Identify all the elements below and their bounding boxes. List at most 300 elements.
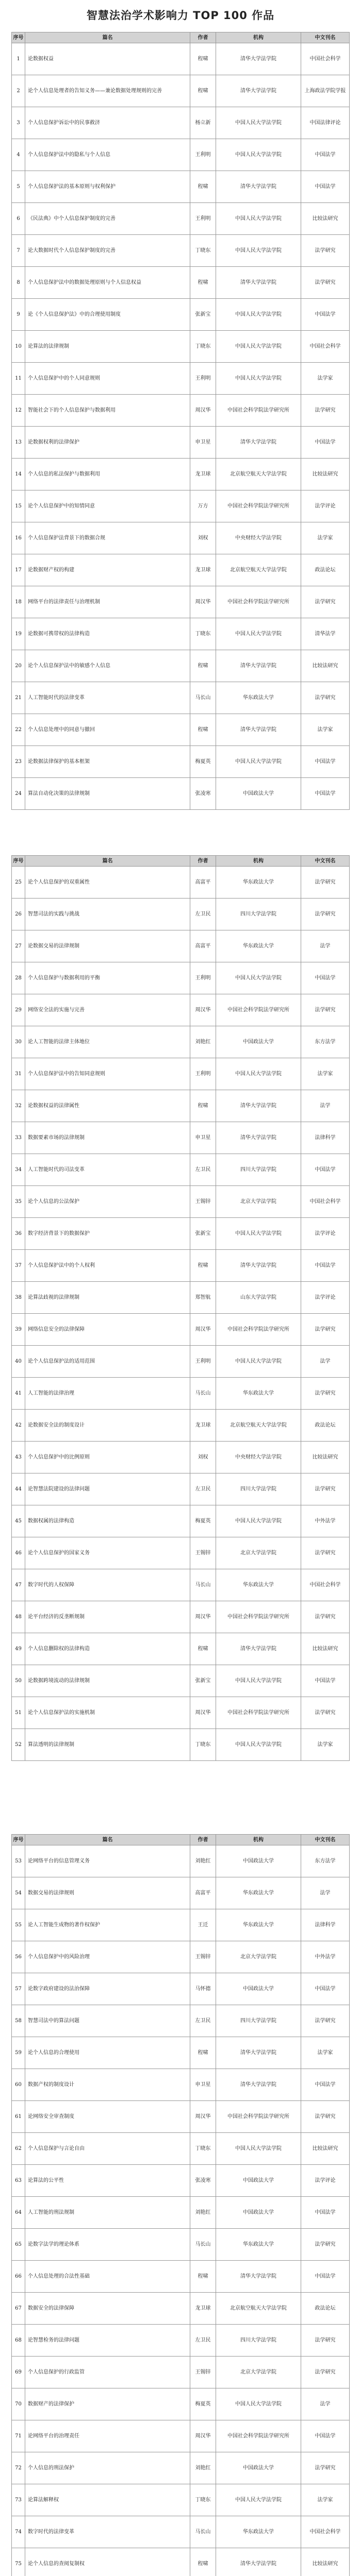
table-row [11,1250,350,1282]
cell-title: 个人信息处理中的同意与撤回 [25,714,190,745]
cell-no: 61 [11,2101,25,2132]
table-row [11,1058,350,1090]
table-row [11,235,350,267]
cell-org: 中国社会科学院法学研究所 [216,395,301,426]
cell-title: 个人信息的刑法保护 [25,2452,190,2484]
cell-no: 48 [11,1601,25,1633]
cell-author: 高富平 [190,867,216,898]
cell-journal: 比较法研究 [301,1633,350,1665]
cell-title: 个人信息保护法背景下的数据合规 [25,522,190,554]
cell-no: 7 [11,235,25,266]
cell-org: 四川大学法学院 [216,1473,301,1505]
cell-org: 清华大学法学院 [216,1090,301,1122]
cell-journal: 法学研究 [301,2101,350,2132]
cell-author: 程啸 [190,1633,216,1665]
cell-journal: 法学 [301,2388,350,2420]
cell-title: 论网络平台的信息管理义务 [25,1845,190,1877]
cell-no: 53 [11,1845,25,1877]
cell-author: 梅夏英 [190,1505,216,1537]
cell-author: 申卫星 [190,427,216,458]
cell-title: 论个人信息保护的双重属性 [25,867,190,898]
cell-journal: 法学研究 [301,1601,350,1633]
cell-author: 程啸 [190,714,216,745]
cell-title: 个人信息保护的行政监管 [25,2357,190,2388]
column-header-title: 篇名 [25,1835,190,1845]
results-table-segment [11,855,350,1761]
cell-org: 清华大学法学院 [216,427,301,458]
cell-title: 论个人信息保护的国家义务 [25,1537,190,1569]
cell-title: 算法透明的法律规制 [25,1729,190,1760]
table-row [11,1601,350,1633]
cell-journal: 清华法学 [301,618,350,650]
cell-no: 3 [11,107,25,139]
cell-author: 刘权 [190,1442,216,1473]
cell-no: 22 [11,714,25,745]
cell-author: 马长山 [190,1569,216,1601]
column-header-org: 机构 [216,1835,301,1845]
cell-org: 清华大学法学院 [216,1122,301,1154]
cell-title: 论个人信息保护法的适用范围 [25,1346,190,1377]
cell-no: 21 [11,682,25,714]
cell-title: 论数据安全法的制度设计 [25,1410,190,1441]
table-row [11,2165,350,2197]
cell-author: 刘艳红 [190,1845,216,1877]
cell-author: 程啸 [190,171,216,202]
cell-title: 论网络安全审查制度 [25,2101,190,2132]
cell-journal: 法学研究 [301,267,350,298]
cell-author: 张凌寒 [190,778,216,809]
cell-no: 26 [11,899,25,930]
cell-title: 个人信息保护法中的个人权利 [25,1250,190,1281]
cell-author: 丁晓东 [190,2133,216,2164]
table-row [11,1973,350,2005]
cell-journal: 中国社会科学 [301,43,350,75]
cell-journal: 中国法学 [301,2420,350,2452]
table-row [11,714,350,746]
cell-org: 清华大学法学院 [216,43,301,75]
table-row [11,2484,350,2516]
cell-no: 70 [11,2388,25,2420]
cell-org: 四川大学法学院 [216,2325,301,2356]
column-header-journal: 中文刊名 [301,1835,350,1845]
cell-no: 60 [11,2069,25,2100]
cell-org: 华东政法大学 [216,682,301,714]
table-row [11,1026,350,1058]
cell-title: 论数据可携带权的法律构造 [25,618,190,650]
cell-journal: 法学研究 [301,1697,350,1728]
cell-org: 中央财经大学法学院 [216,1442,301,1473]
cell-journal: 法学家 [301,2037,350,2069]
cell-no: 17 [11,554,25,586]
cell-org: 中国社会科学院法学研究所 [216,1697,301,1728]
cell-org: 华东政法大学 [216,2229,301,2260]
table-row [11,2388,350,2420]
cell-no: 73 [11,2484,25,2516]
column-header-no: 序号 [11,32,25,43]
cell-org: 清华大学法学院 [216,171,301,202]
cell-author: 龙卫球 [190,554,216,586]
cell-org: 中央财经大学法学院 [216,522,301,554]
cell-org: 中国人民大学法学院 [216,1729,301,1760]
table-header-row [11,1834,350,1845]
cell-journal: 法学研究 [301,395,350,426]
column-header-author: 作者 [190,1835,216,1845]
cell-no: 32 [11,1090,25,1122]
table-row [11,867,350,899]
table-row [11,203,350,235]
table-row [11,1697,350,1729]
cell-author: 张新宝 [190,1218,216,1249]
cell-no: 9 [11,299,25,330]
cell-title: 论个人信息的公法保护 [25,1186,190,1217]
table-row [11,139,350,171]
cell-org: 中国人民大学法学院 [216,746,301,777]
cell-title: 人工智能时代的司法变革 [25,1154,190,1185]
table-row [11,363,350,395]
cell-title: 数据交易的法律规则 [25,1877,190,1909]
cell-no: 42 [11,1410,25,1441]
cell-title: 个人信息保护与数据利用的平衡 [25,962,190,994]
table-row [11,1378,350,1410]
cell-no: 36 [11,1218,25,1249]
table-row [11,1282,350,1314]
cell-journal: 中国法律评论 [301,107,350,139]
column-header-author: 作者 [190,856,216,866]
cell-no: 47 [11,1569,25,1601]
cell-org: 清华大学法学院 [216,650,301,682]
cell-no: 67 [11,2293,25,2324]
cell-author: 丁晓东 [190,2484,216,2516]
cell-title: 论数据法律保护的基本框架 [25,746,190,777]
cell-author: 周汉华 [190,1314,216,1345]
cell-journal: 中外法学 [301,1941,350,1973]
cell-title: 数据要素市场的法律规制 [25,1122,190,1154]
cell-journal: 法学评论 [301,490,350,522]
cell-journal: 比较法研究 [301,2548,350,2576]
cell-author: 申卫星 [190,2069,216,2100]
table-row [11,930,350,962]
cell-org: 清华大学法学院 [216,1633,301,1665]
table-row [11,2357,350,2388]
cell-author: 周汉华 [190,994,216,1026]
cell-no: 43 [11,1442,25,1473]
cell-no: 31 [11,1058,25,1090]
table-row [11,490,350,522]
table-row [11,2325,350,2357]
cell-author: 王利明 [190,1058,216,1090]
table-row [11,1845,350,1877]
cell-no: 14 [11,459,25,490]
cell-author: 程啸 [190,2261,216,2292]
cell-no: 20 [11,650,25,682]
cell-title: 论数据跨境流动的法律规制 [25,1665,190,1697]
cell-journal: 中国法学 [301,2261,350,2292]
cell-journal: 法学研究 [301,235,350,266]
column-header-title: 篇名 [25,32,190,43]
cell-org: 中国政法大学 [216,2452,301,2484]
column-header-author: 作者 [190,32,216,43]
cell-author: 左卫民 [190,1473,216,1505]
cell-journal: 东方法学 [301,1026,350,1058]
table-row [11,1909,350,1941]
cell-no: 13 [11,427,25,458]
cell-title: 数字时代的法律变革 [25,2516,190,2548]
cell-title: 论算法解释权 [25,2484,190,2516]
cell-author: 龙卫球 [190,1410,216,1441]
cell-author: 周汉华 [190,1697,216,1728]
cell-title: 个人信息保护诉讼中的民事救济 [25,107,190,139]
cell-org: 中国人民大学法学院 [216,139,301,171]
cell-org: 中国人民大学法学院 [216,1665,301,1697]
table-row [11,522,350,554]
cell-journal: 法学研究 [301,2452,350,2484]
cell-no: 50 [11,1665,25,1697]
cell-author: 马长山 [190,682,216,714]
table-row [11,2229,350,2261]
table-row [11,618,350,650]
cell-title: 数据安全的法律保障 [25,2293,190,2324]
cell-author: 王利明 [190,203,216,234]
cell-title: 个人信息处理的合法性基础 [25,2261,190,2292]
cell-title: 个人信息保护法中的数据处理原则与个人信息权益 [25,267,190,298]
cell-journal: 比较法研究 [301,2133,350,2164]
table-row [11,1569,350,1601]
cell-no: 45 [11,1505,25,1537]
cell-journal: 法学研究 [301,899,350,930]
table-row [11,1877,350,1909]
cell-author: 左卫民 [190,899,216,930]
cell-journal: 比较法研究 [301,459,350,490]
table-row [11,395,350,427]
cell-title: 论算法的公平性 [25,2165,190,2196]
cell-title: 论大数据时代个人信息保护制度的完善 [25,235,190,266]
cell-title: 网络信息安全的法律保障 [25,1314,190,1345]
cell-org: 北京大学法学院 [216,1186,301,1217]
cell-no: 55 [11,1909,25,1941]
cell-journal: 法学研究 [301,2357,350,2388]
table-row [11,2293,350,2325]
table-row [11,427,350,459]
cell-title: 论数据交易的法律规制 [25,930,190,962]
cell-author: 王锡锌 [190,2357,216,2388]
cell-org: 中国人民大学法学院 [216,203,301,234]
cell-author: 刘艳红 [190,2452,216,2484]
cell-journal: 中国法学 [301,2197,350,2228]
cell-org: 华东政法大学 [216,867,301,898]
results-table-segment [11,32,350,810]
cell-author: 王利明 [190,363,216,394]
table-row [11,1346,350,1378]
cell-no: 39 [11,1314,25,1345]
cell-org: 华东政法大学 [216,1909,301,1941]
cell-org: 中国政法大学 [216,2197,301,2228]
cell-title: 数字经济背景下的数据保护 [25,1218,190,1249]
cell-journal: 法学研究 [301,682,350,714]
cell-org: 中国人民大学法学院 [216,1346,301,1377]
table-row [11,586,350,618]
table-row [11,2069,350,2101]
cell-author: 龙卫球 [190,459,216,490]
cell-title: 论个人信息处理者的告知义务——兼论数据处理规则的完善 [25,75,190,107]
table-row [11,1505,350,1537]
cell-journal: 法学 [301,930,350,962]
cell-author: 周汉华 [190,1601,216,1633]
cell-title: 人工智能的法律治理 [25,1378,190,1409]
cell-title: 智能社会下的个人信息保护与数据利用 [25,395,190,426]
cell-journal: 法律科学 [301,1122,350,1154]
cell-author: 丁晓东 [190,331,216,362]
cell-org: 中国社会科学院法学研究所 [216,2101,301,2132]
cell-org: 中国社会科学院法学研究所 [216,490,301,522]
cell-no: 65 [11,2229,25,2260]
cell-journal: 法学研究 [301,2229,350,2260]
cell-org: 北京航空航天大学法学院 [216,1410,301,1441]
cell-org: 中国人民大学法学院 [216,299,301,330]
cell-no: 63 [11,2165,25,2196]
cell-no: 28 [11,962,25,994]
table-row [11,1473,350,1505]
table-row [11,1633,350,1665]
cell-journal: 法学家 [301,1729,350,1760]
cell-journal: 中国法学 [301,139,350,171]
table-row [11,1410,350,1442]
cell-title: 数据财产的法律保护 [25,2388,190,2420]
cell-org: 中国人民大学法学院 [216,331,301,362]
cell-journal: 政法论坛 [301,2293,350,2324]
cell-no: 41 [11,1378,25,1409]
cell-author: 张新宝 [190,1665,216,1697]
cell-journal: 中国法学 [301,171,350,202]
cell-journal: 中国社会科学 [301,331,350,362]
cell-title: 个人信息保护中的风险治理 [25,1941,190,1973]
cell-org: 中国社会科学院法学研究所 [216,994,301,1026]
cell-no: 6 [11,203,25,234]
cell-journal: 法学研究 [301,586,350,618]
cell-author: 周汉华 [190,2420,216,2452]
cell-journal: 法学研究 [301,867,350,898]
cell-org: 清华大学法学院 [216,2069,301,2100]
cell-org: 中国政法大学 [216,1973,301,2005]
cell-author: 程啸 [190,267,216,298]
cell-journal: 法学家 [301,1058,350,1090]
cell-journal: 东方法学 [301,1845,350,1877]
cell-journal: 法学评论 [301,1282,350,1313]
cell-org: 北京大学法学院 [216,1941,301,1973]
cell-author: 张新宝 [190,299,216,330]
cell-author: 马长山 [190,1378,216,1409]
table-header-row [11,32,350,43]
cell-title: 论数据财产权的构建 [25,554,190,586]
table-row [11,2548,350,2576]
cell-org: 中国人民大学法学院 [216,107,301,139]
cell-org: 中国政法大学 [216,1845,301,1877]
cell-no: 15 [11,490,25,522]
cell-author: 刘艳红 [190,1026,216,1058]
table-row [11,1941,350,1973]
cell-author: 王利明 [190,962,216,994]
cell-title: 个人信息保护与言论自由 [25,2133,190,2164]
table-row [11,1154,350,1186]
cell-no: 72 [11,2452,25,2484]
cell-no: 8 [11,267,25,298]
table-row [11,1729,350,1761]
cell-org: 中国社会科学院法学研究所 [216,1314,301,1345]
cell-journal: 法学家 [301,2484,350,2516]
cell-title: 论数字政府建设的法治保障 [25,1973,190,2005]
cell-title: 智慧司法的实践与挑战 [25,899,190,930]
cell-journal: 法学评论 [301,1218,350,1249]
cell-author: 梅夏英 [190,2388,216,2420]
cell-title: 论个人信息保护法的实施机制 [25,1697,190,1728]
cell-org: 清华大学法学院 [216,75,301,107]
cell-author: 杨立新 [190,107,216,139]
cell-journal: 中国法学 [301,1154,350,1185]
cell-no: 71 [11,2420,25,2452]
table-row [11,1186,350,1218]
table-row [11,2037,350,2069]
cell-no: 57 [11,1973,25,2005]
cell-title: 论个人信息保护法中的敏感个人信息 [25,650,190,682]
cell-no: 51 [11,1697,25,1728]
cell-title: 个人信息保护法的基本原则与权利保护 [25,171,190,202]
cell-author: 万方 [190,490,216,522]
cell-title: 论人工智能的法律主体地位 [25,1026,190,1058]
cell-title: 个人信息保护法中的隐私与个人信息 [25,139,190,171]
table-row [11,899,350,930]
cell-author: 左卫民 [190,2005,216,2037]
cell-title: 人工智能时代的法律变革 [25,682,190,714]
cell-author: 高富平 [190,1877,216,1909]
cell-org: 北京航空航天大学法学院 [216,2293,301,2324]
cell-author: 程啸 [190,1090,216,1122]
cell-org: 中国人民大学法学院 [216,2133,301,2164]
cell-journal: 上海政法学院学报 [301,75,350,107]
cell-title: 论算法歧视的法律规制 [25,1282,190,1313]
cell-author: 马长山 [190,2229,216,2260]
column-header-journal: 中文刊名 [301,32,350,43]
cell-author: 王锡锌 [190,1186,216,1217]
cell-author: 马怀德 [190,1973,216,2005]
cell-org: 清华大学法学院 [216,2261,301,2292]
table-row [11,2133,350,2165]
cell-journal: 法学 [301,1090,350,1122]
cell-no: 37 [11,1250,25,1281]
cell-title: 数据权属的法律构造 [25,1505,190,1537]
cell-title: 论人工智能生成物的著作权保护 [25,1909,190,1941]
cell-org: 中国人民大学法学院 [216,962,301,994]
cell-author: 王利明 [190,1346,216,1377]
cell-author: 梅夏英 [190,746,216,777]
cell-org: 中国人民大学法学院 [216,363,301,394]
table-header-row [11,855,350,867]
cell-title: 网络平台的法律责任与治理机制 [25,586,190,618]
cell-no: 68 [11,2325,25,2356]
cell-org: 中国社会科学院法学研究所 [216,2420,301,2452]
cell-journal: 中国社会科学 [301,1569,350,1601]
table-row [11,459,350,490]
cell-title: 人工智能的刑法规制 [25,2197,190,2228]
cell-title: 论智慧检务的法律问题 [25,2325,190,2356]
table-row [11,778,350,810]
cell-org: 中国人民大学法学院 [216,2484,301,2516]
table-row [11,2452,350,2484]
cell-journal: 法学研究 [301,1378,350,1409]
cell-org: 中国人民大学法学院 [216,1505,301,1537]
table-row [11,650,350,682]
cell-org: 清华大学法学院 [216,2548,301,2576]
cell-org: 中国政法大学 [216,2165,301,2196]
table-row [11,682,350,714]
